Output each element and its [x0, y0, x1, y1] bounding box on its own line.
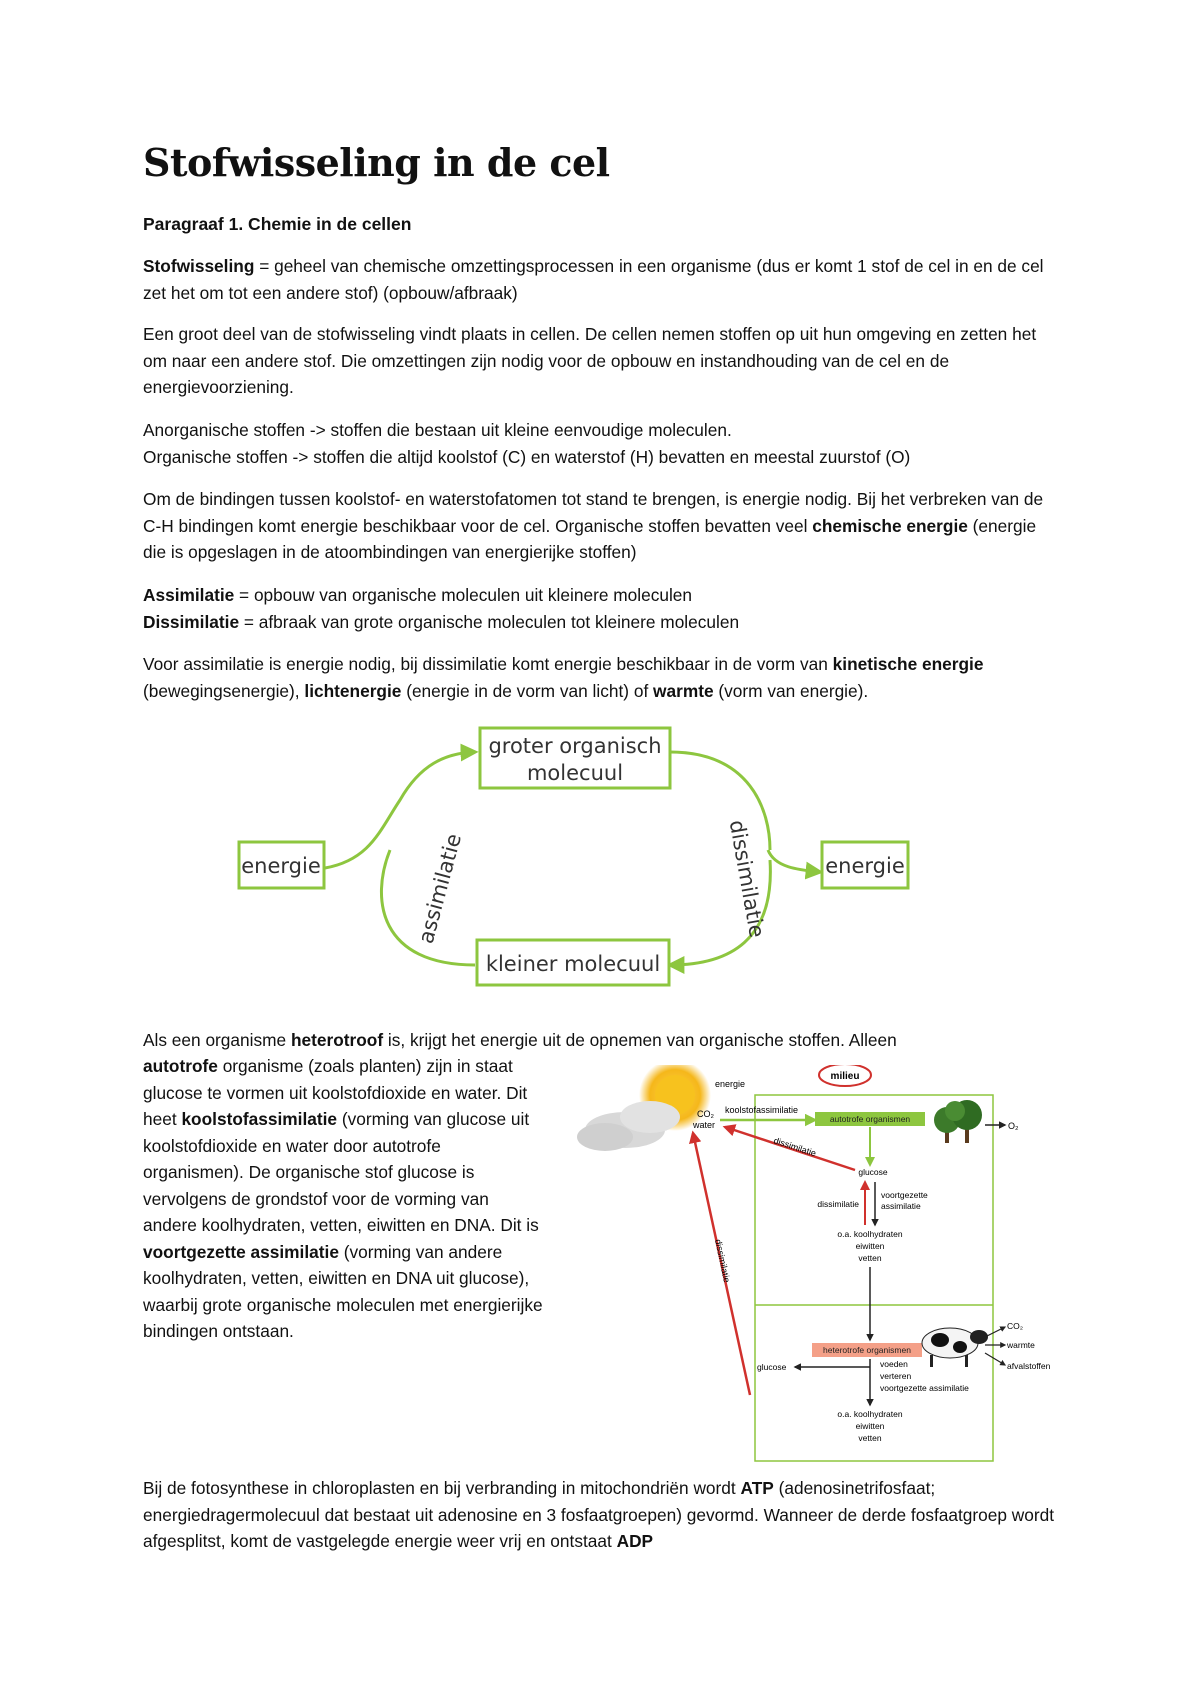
- paragraph-text: (vorming van glucose uit koolstofdioxide en water door autotrofe organismen). De organische stof glucose is vervolgens de grondstof voor de vorming van andere koolhydraten, vetten, eiwitten en DNA. Dit is: [143, 1109, 539, 1235]
- energie-right-box: [822, 842, 908, 888]
- koolstofkringloop-diagram: [575, 1065, 1075, 1465]
- dissimilatie-upper-arc: [670, 752, 770, 850]
- energie-left-box: [239, 842, 324, 888]
- paragraph-text: Als een organisme: [143, 1030, 291, 1050]
- paragraph-text: (bewegingsenergie),: [143, 680, 305, 701]
- koolhydraten-label-1: o.a. koolhydraten: [837, 1229, 903, 1239]
- term-adp: ADP: [616, 1531, 654, 1551]
- dissimilatie-label-top: dissimilatie: [772, 1135, 818, 1159]
- term-heterotroof: heterotroof: [290, 1030, 384, 1050]
- anorganische-line: Anorganische stoffen -> stoffen die bestaan uit kleine eenvoudige moleculen.: [143, 420, 732, 440]
- kleiner-label: kleiner molecuul: [485, 952, 661, 976]
- voortgezette-assimilatie-label: voortgezette assimilatie: [880, 1383, 969, 1393]
- autotrofe-label: autotrofe organismen: [829, 1114, 911, 1124]
- koolstofassimilatie-label: koolstofassimilatie: [725, 1105, 799, 1115]
- term-chemische-energie: chemische energie: [812, 515, 968, 536]
- paragraph-atp: [143, 1475, 1058, 1555]
- water-label: water: [693, 1120, 716, 1130]
- afvalstoffen-arrow: [985, 1353, 1005, 1365]
- term-autotrofe: autotrofe: [143, 1056, 218, 1076]
- dissimilatie-label-mid: dissimilatie: [817, 1199, 859, 1209]
- paragraph-text: (vorming van andere koolhydraten, vetten, eiwitten en DNA uit glucose), waarbij grote organische moleculen met energierijke bindingen ontstaan.: [143, 1241, 543, 1341]
- term-koolstofassimilatie: koolstofassimilatie: [181, 1109, 338, 1129]
- paragraph-text: = opbouw van organische moleculen uit kleinere moleculen: [234, 585, 693, 605]
- paragraph-autotroof: [143, 1053, 543, 1345]
- trees-icon: [934, 1100, 982, 1143]
- dissimilatie-label: dissimilatie: [724, 818, 770, 940]
- warmte-label: warmte: [1007, 1340, 1035, 1350]
- cow-icon: [922, 1328, 988, 1367]
- glucose-left-label: glucose: [757, 1362, 787, 1372]
- koolhydraten-label-2: o.a. koolhydraten: [837, 1409, 903, 1419]
- term-assimilatie: Assimilatie: [143, 585, 235, 605]
- page-title: Stofwisseling in de cel: [143, 140, 610, 185]
- term-atp: ATP: [740, 1478, 774, 1498]
- stofwisseling-cycle-diagram: [230, 720, 930, 995]
- paragraph-text: = geheel van chemische omzettingsprocessen in een organisme (dus er komt 1 stof de cel in en de cel zet het om tot een andere stof) (opbouw/afbraak): [143, 256, 1044, 303]
- afvalstoffen-label: afvalstoffen: [1007, 1361, 1051, 1371]
- assimilatie-label: assimilatie: [413, 831, 467, 947]
- energie-right-label: energie: [825, 854, 905, 878]
- dissimilatie-to-energie-arrow: [768, 850, 820, 872]
- paragraph-text: is, krijgt het energie uit de opnemen van organische stoffen. Alleen: [383, 1030, 897, 1050]
- eiwitten-label-1: eiwitten: [855, 1241, 885, 1251]
- vetten-label-1: vetten: [858, 1253, 882, 1263]
- term-dissimilatie: Dissimilatie: [143, 611, 240, 632]
- milieu-label: milieu: [830, 1071, 860, 1082]
- kleiner-molecuul-box: [477, 940, 669, 985]
- paragraph-stoffen: [143, 417, 1058, 470]
- verteren-label: verteren: [880, 1371, 912, 1381]
- groter-molecuul-box: [480, 728, 670, 788]
- paragraph-text: = afbraak van grote organische moleculen tot kleinere moleculen: [239, 611, 740, 632]
- paragraph-text: (energie die is opgeslagen in de atoombindingen van energierijke stoffen): [143, 515, 1037, 562]
- paragraph-text: organisme (zoals planten) zijn in staat glucose te vormen uit koolstofdioxide en water. Dit heet: [143, 1056, 528, 1129]
- paragraph-text: Bij de fotosynthese in chloroplasten en bij verbranding in mitochondriën wordt: [143, 1478, 741, 1498]
- o2-label: O₂: [1008, 1121, 1019, 1131]
- paragraph-text: Om de bindingen tussen koolstof- en waterstofatomen tot stand te brengen, is energie nodig. Bij het verbreken van de C-H bindingen komt energie beschikbaar voor de cel. Organische stoffen bevatten veel: [143, 489, 1044, 536]
- co2-out-label: CO₂: [1007, 1321, 1024, 1331]
- co2-out-arrow: [985, 1327, 1005, 1337]
- heterotrofe-label: heterotrofe organismen: [823, 1345, 911, 1355]
- groter-line1: groter organisch: [488, 734, 662, 758]
- term-lichtenergie: lichtenergie: [304, 680, 402, 701]
- paragraph-definitions: [143, 582, 1058, 635]
- section-heading: Paragraaf 1. Chemie in de cellen: [143, 214, 412, 234]
- term-kinetische-energie: kinetische energie: [832, 654, 984, 674]
- paragraph-text: Voor assimilatie is energie nodig, bij dissimilatie komt energie beschikbaar in de vorm van: [143, 654, 833, 674]
- paragraph-text: (adenosinetrifosfaat; energiedragermolecuul dat bestaat uit adenosine en 3 fosfaatgroepen) gevormd. Wanneer de derde fosfaatgroep wordt afgesplitst, komt de vastgelegde energie weer vrij en ontstaat: [143, 1478, 1055, 1551]
- paragraph-heterotroof: [143, 1027, 1058, 1054]
- assimilatie-label-1: assimilatie: [881, 1201, 921, 1211]
- sun-cloud-illustration: [577, 1065, 711, 1151]
- term-warmte: warmte: [653, 680, 714, 701]
- voeden-label: voeden: [880, 1359, 908, 1369]
- paragraph-text: (energie in de vorm van licht) of: [401, 680, 654, 701]
- paragraph-cellen: Een groot deel van de stofwisseling vindt plaats in cellen. De cellen nemen stoffen op uit hun omgeving en zetten het om naar een andere stof. Die omzettingen zijn nodig voor de opbouw en instandhouding van de cel en de energievoorziening.: [143, 324, 1037, 397]
- co2-label: CO₂: [697, 1109, 714, 1119]
- paragraph-stofwisseling: [143, 253, 1058, 306]
- eiwitten-label-2: eiwitten: [855, 1421, 885, 1431]
- voortgezette-label-1: voortgezette: [881, 1190, 928, 1200]
- vetten-label-2: vetten: [858, 1433, 882, 1443]
- paragraph-bindingen: [143, 486, 1058, 566]
- paragraph-energievormen: [143, 651, 1058, 704]
- groter-line2: molecuul: [526, 761, 624, 785]
- energie-left-label: energie: [241, 854, 321, 878]
- dissimilatie-label-long: dissimilatie: [713, 1238, 732, 1284]
- glucose-label: glucose: [858, 1167, 888, 1177]
- paragraph-text: (vorm van energie).: [713, 680, 869, 701]
- term-voortgezette-assimilatie: voortgezette assimilatie: [143, 1241, 339, 1262]
- term-stofwisseling: Stofwisseling: [143, 256, 255, 276]
- energie-label: energie: [715, 1079, 746, 1089]
- organische-line: Organische stoffen -> stoffen die altijd koolstof (C) en waterstof (H) bevatten en meestal zuurstof (O): [143, 446, 911, 467]
